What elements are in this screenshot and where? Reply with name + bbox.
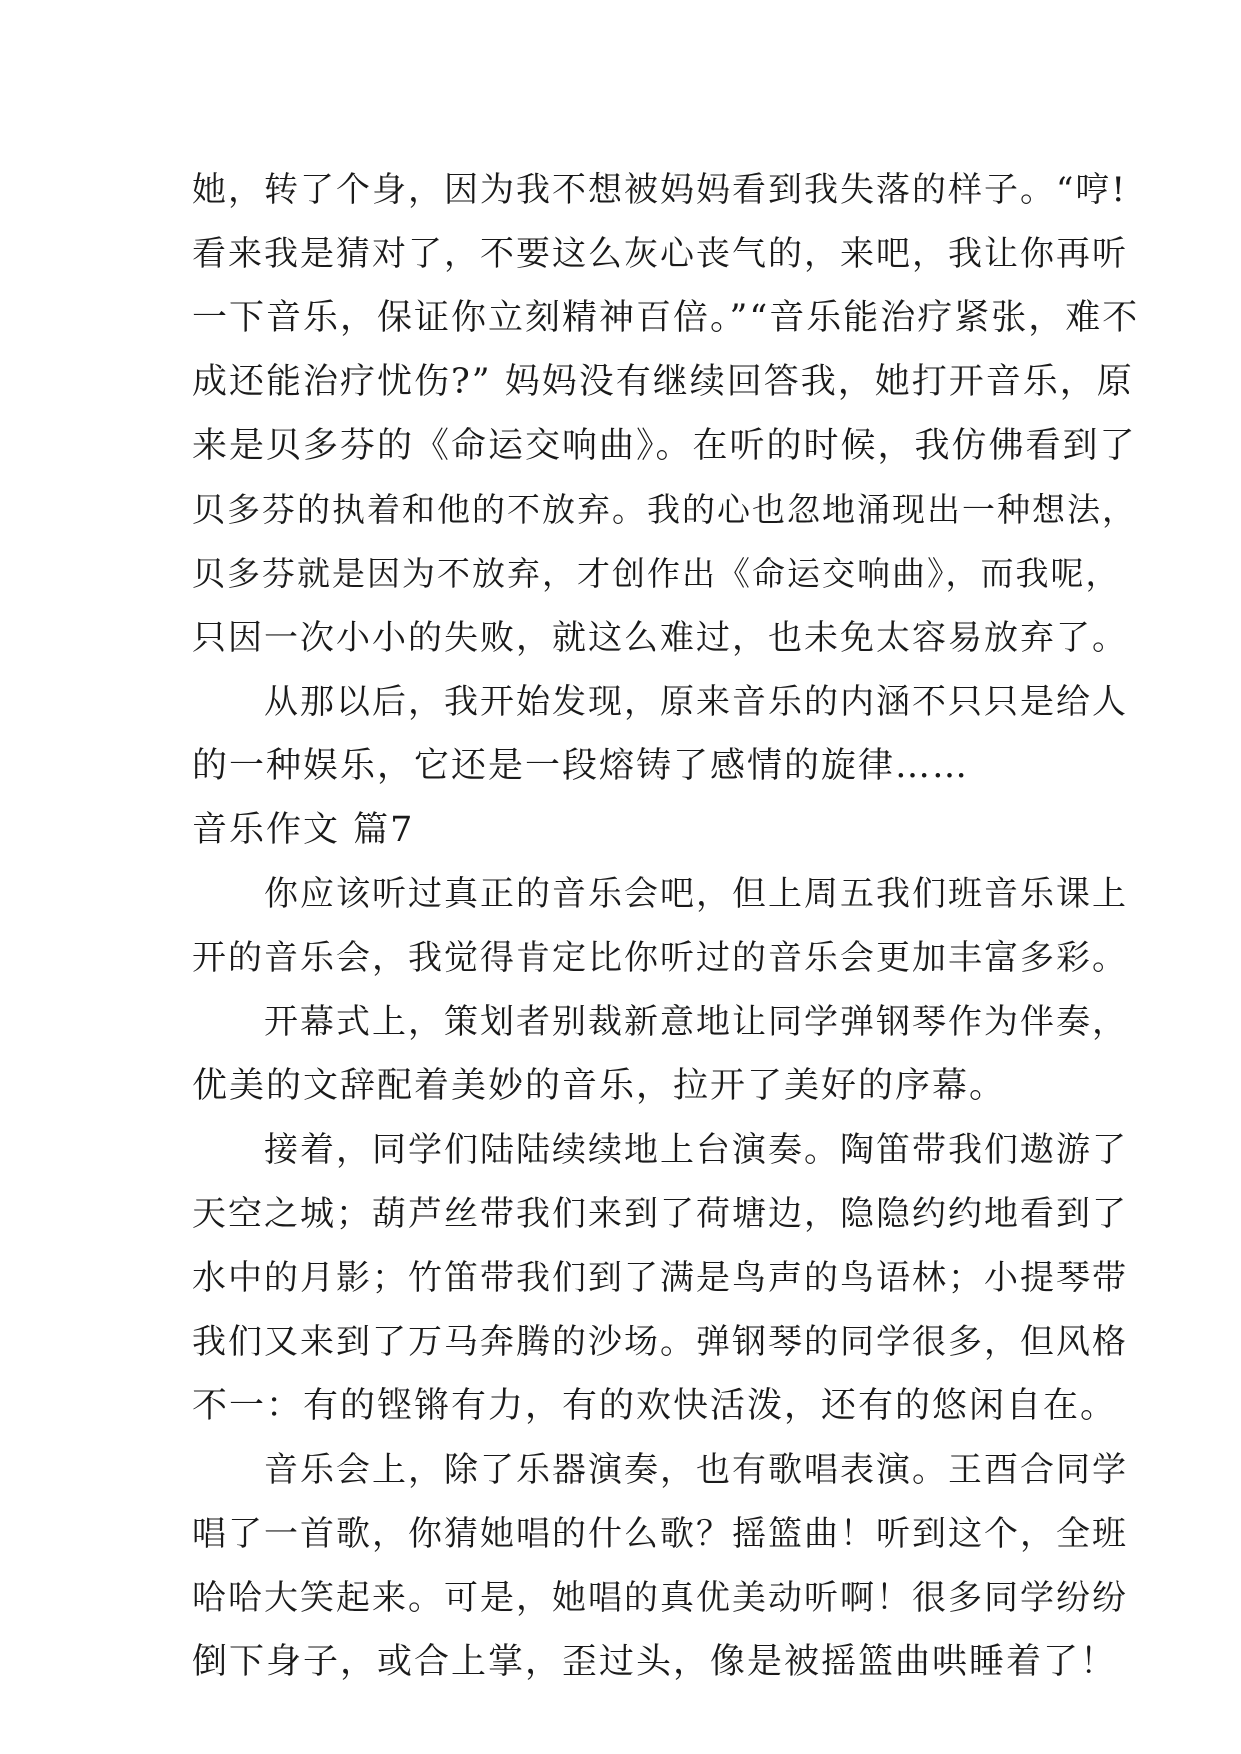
text-line: 来是贝多芬的《命运交响曲》。在听的时候，我仿佛看到了 <box>192 426 1137 466</box>
text-line: 天空之城；葫芦丝带我们来到了荷塘边，隐隐约约地看到了 <box>192 1194 1128 1234</box>
text-line: 我们又来到了万马奔腾的沙场。弹钢琴的同学很多，但风格 <box>192 1322 1128 1362</box>
text-line: 不一：有的铿锵有力，有的欢快活泼，还有的悠闲自在。 <box>192 1386 1118 1426</box>
text-line: 她，转了个身，因为我不想被妈妈看到我失落的样子。“哼! <box>192 170 1128 210</box>
text-line: 成还能治疗忧伤?” 妈妈没有继续回答我，她打开音乐，原 <box>192 362 1134 402</box>
text-line: 看来我是猜对了，不要这么灰心丧气的，来吧，我让你再听 <box>192 234 1128 274</box>
text-line: 开幕式上，策划者别裁新意地让同学弹钢琴作为伴奏， <box>192 1002 1128 1042</box>
text-line: 的一种娱乐，它还是一段熔铸了感情的旋律…… <box>192 746 970 786</box>
text-line: 一下音乐，保证你立刻精神百倍。”“音乐能治疗紧张，难不 <box>192 298 1140 338</box>
text-line: 只因一次小小的失败，就这么难过，也未免太容易放弃了。 <box>192 618 1128 658</box>
text-line: 倒下身子，或合上掌，歪过头，像是被摇篮曲哄睡着了！ <box>192 1642 1118 1682</box>
text-line: 音乐会上，除了乐器演奏，也有歌唱表演。王酉合同学 <box>192 1450 1128 1490</box>
text-line: 开的音乐会，我觉得肯定比你听过的音乐会更加丰富多彩。 <box>192 938 1128 978</box>
text-line: 唱了一首歌，你猜她唱的什么歌？摇篮曲！听到这个，全班 <box>192 1514 1128 1554</box>
text-line: 哈哈大笑起来。可是，她唱的真优美动听啊！很多同学纷纷 <box>192 1578 1128 1618</box>
text-line: 从那以后，我开始发现，原来音乐的内涵不只只是给人 <box>192 682 1128 722</box>
text-line: 水中的月影；竹笛带我们到了满是鸟声的鸟语林；小提琴带 <box>192 1258 1128 1298</box>
text-line: 贝多芬的执着和他的不放弃。我的心也忽地涌现出一种想法， <box>192 490 1137 529</box>
text-line: 贝多芬就是因为不放弃，才创作出《命运交响曲》，而我呢， <box>192 554 1121 593</box>
section-heading: 音乐作文 篇7 <box>192 810 415 850</box>
text-line: 接着，同学们陆陆续续地上台演奏。陶笛带我们遨游了 <box>192 1130 1128 1170</box>
text-line: 优美的文辞配着美妙的音乐，拉开了美好的序幕。 <box>192 1066 1007 1106</box>
text-line: 你应该听过真正的音乐会吧，但上周五我们班音乐课上 <box>192 874 1128 914</box>
